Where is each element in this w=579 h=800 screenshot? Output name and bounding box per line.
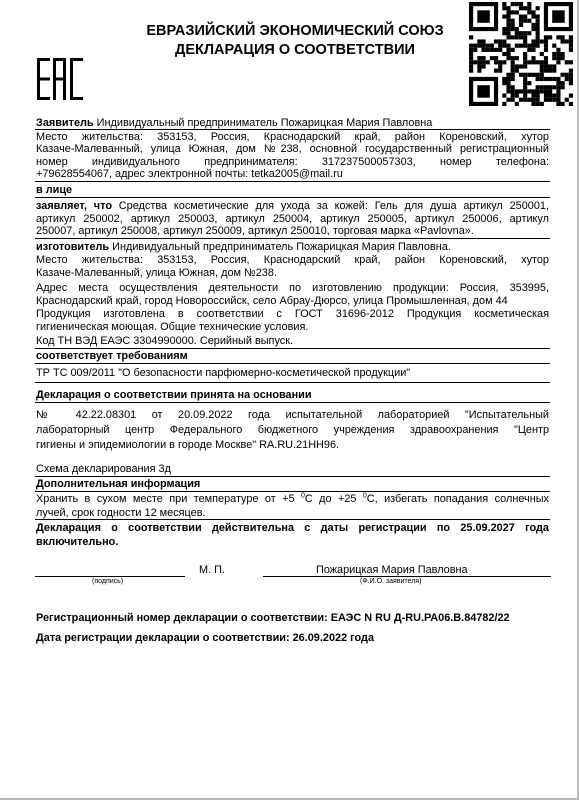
document-title: ДЕКЛАРАЦИЯ О СООТВЕТСТВИИ <box>175 42 415 58</box>
applicant-name: Пожарицкая Мария Павловна <box>316 564 468 576</box>
union-title: ЕВРАЗИЙСКИЙ ЭКОНОМИЧЕСКИЙ СОЮЗ <box>146 23 444 39</box>
applicant-value: Индивидуальный предприниматель Пожарицкая Мария Павловна <box>93 117 433 129</box>
declares-label: заявляет, что <box>36 200 112 212</box>
basis-line-1: № 42.22.08301 от 20.09.2022 года испытательной лабораторией "Испытательный <box>36 409 549 421</box>
manufacturer-value: Индивидуальный предприниматель Пожарицкая Мария Павловна. <box>109 241 451 253</box>
conforms-label: соответствует требованиям <box>36 350 188 362</box>
declares-value: Средства косметические для ухода за кожей: Гель для душа артикул 250001, <box>111 200 549 212</box>
divider <box>35 129 550 130</box>
storage-text-a: Хранить в сухом месте при температуре от +5 <box>36 493 301 505</box>
divider <box>35 519 550 520</box>
manufacturer-address-1: Адрес места осуществления деятельности по изготовлению продукции: Россия, 353995, <box>36 282 549 294</box>
declares-line-2: артикул 250002, артикул 250003, артикул 250004, артикул 250005, артикул 250006, артикул <box>36 213 549 225</box>
applicant-residence-1: Место жительства: 353153, Россия, Краснодарский край, район Кореновский, хутор <box>36 131 549 143</box>
divider <box>35 363 550 364</box>
applicant-residence-3: номер индивидуального предпринимателя: 317237500057303, номер телефона: <box>36 156 549 168</box>
manufacturer-address-2: Краснодарский край, город Новороссийск, село Абрау-Дюрсо, улица Промышленная, дом 44 <box>36 295 508 307</box>
registration-number: Регистрационный номер декларации о соответствии: ЕАЭС N RU Д-RU.РА06.В.84782/22 <box>36 612 510 624</box>
in-person-label: в лице <box>36 184 73 196</box>
manufacturer-standard-2: гигиеническая моющая. Общие технические условия. <box>36 321 309 333</box>
divider <box>35 238 550 239</box>
applicant-label: Заявитель <box>36 117 94 129</box>
conforms-value: ТР ТС 009/2011 "О безопасности парфюмерно-косметической продукции" <box>36 367 411 379</box>
name-caption: (Ф.И.О. заявителя) <box>360 578 422 585</box>
manufacturer-residence-2: Казаче-Малеванный, улица Южная, дом №238. <box>36 267 277 279</box>
degree-sup: 0 <box>362 492 367 500</box>
divider <box>35 476 550 477</box>
validity-line-2: включительно. <box>36 536 119 548</box>
basis-line-2: лабораторный центр Федерального бюджетного учреждения здравоохранения "Центр <box>36 424 549 436</box>
signature-caption: (подпись) <box>92 578 124 585</box>
degree-sup: 0 <box>300 492 305 500</box>
registration-date: Дата регистрации декларации о соответствии: 26.09.2022 года <box>36 632 375 644</box>
eac-logo <box>37 58 83 100</box>
scheme-text: Схема декларирования 3д <box>36 463 171 475</box>
divider <box>35 382 550 383</box>
manufacturer-line <box>36 241 549 253</box>
divider <box>35 402 550 403</box>
basis-line-3: гигиены и эпидемиологии в городе Москве" RA.RU.21НН96. <box>36 439 340 451</box>
manufacturer-standard-1: Продукция изготовлена в соответствии с ГОСТ 31696-2012 Продукция косметическая <box>36 308 549 320</box>
manufacturer-code: Код ТН ВЭД ЕАЭС 3304990000. Серийный выпуск. <box>36 335 294 347</box>
signature-line <box>35 576 185 577</box>
declares-line-1 <box>36 200 549 212</box>
qr-code <box>469 2 573 106</box>
basis-label: Декларация о соответствии принята на основании <box>36 389 312 401</box>
manufacturer-label: изготовитель <box>36 241 110 253</box>
divider <box>35 197 550 198</box>
applicant-residence-2: Казаче-Малеванный, улица Южная, дом №238, основной государственный регистрационный <box>36 143 549 155</box>
applicant-residence-4: +79628554067, адрес электронной почты: tetka2005@mail.ru <box>36 168 343 180</box>
divider <box>35 181 550 182</box>
storage-text-c: С, избегать попадания солнечных <box>366 493 549 505</box>
additional-line-1 <box>36 493 549 505</box>
additional-line-2: лучей, срок годности 12 месяцев. <box>36 507 206 519</box>
declares-line-3: 250007, артикул 250008, артикул 250009, артикул 250010, торговая марка «Pavlovna». <box>36 225 474 237</box>
stamp-label: М. П. <box>199 564 225 576</box>
manufacturer-residence-1: Место жительства: 353153, Россия, Краснодарский край, район Кореновский, хутор <box>36 254 549 266</box>
storage-text-b: С до +25 <box>304 493 363 505</box>
additional-label: Дополнительная информация <box>36 478 201 490</box>
divider <box>35 491 550 492</box>
applicant-line <box>36 117 549 129</box>
name-line <box>263 576 551 577</box>
validity-line-1: Декларация о соответствии действительна с даты регистрации по 25.09.2027 года <box>36 522 549 534</box>
divider <box>35 348 550 349</box>
